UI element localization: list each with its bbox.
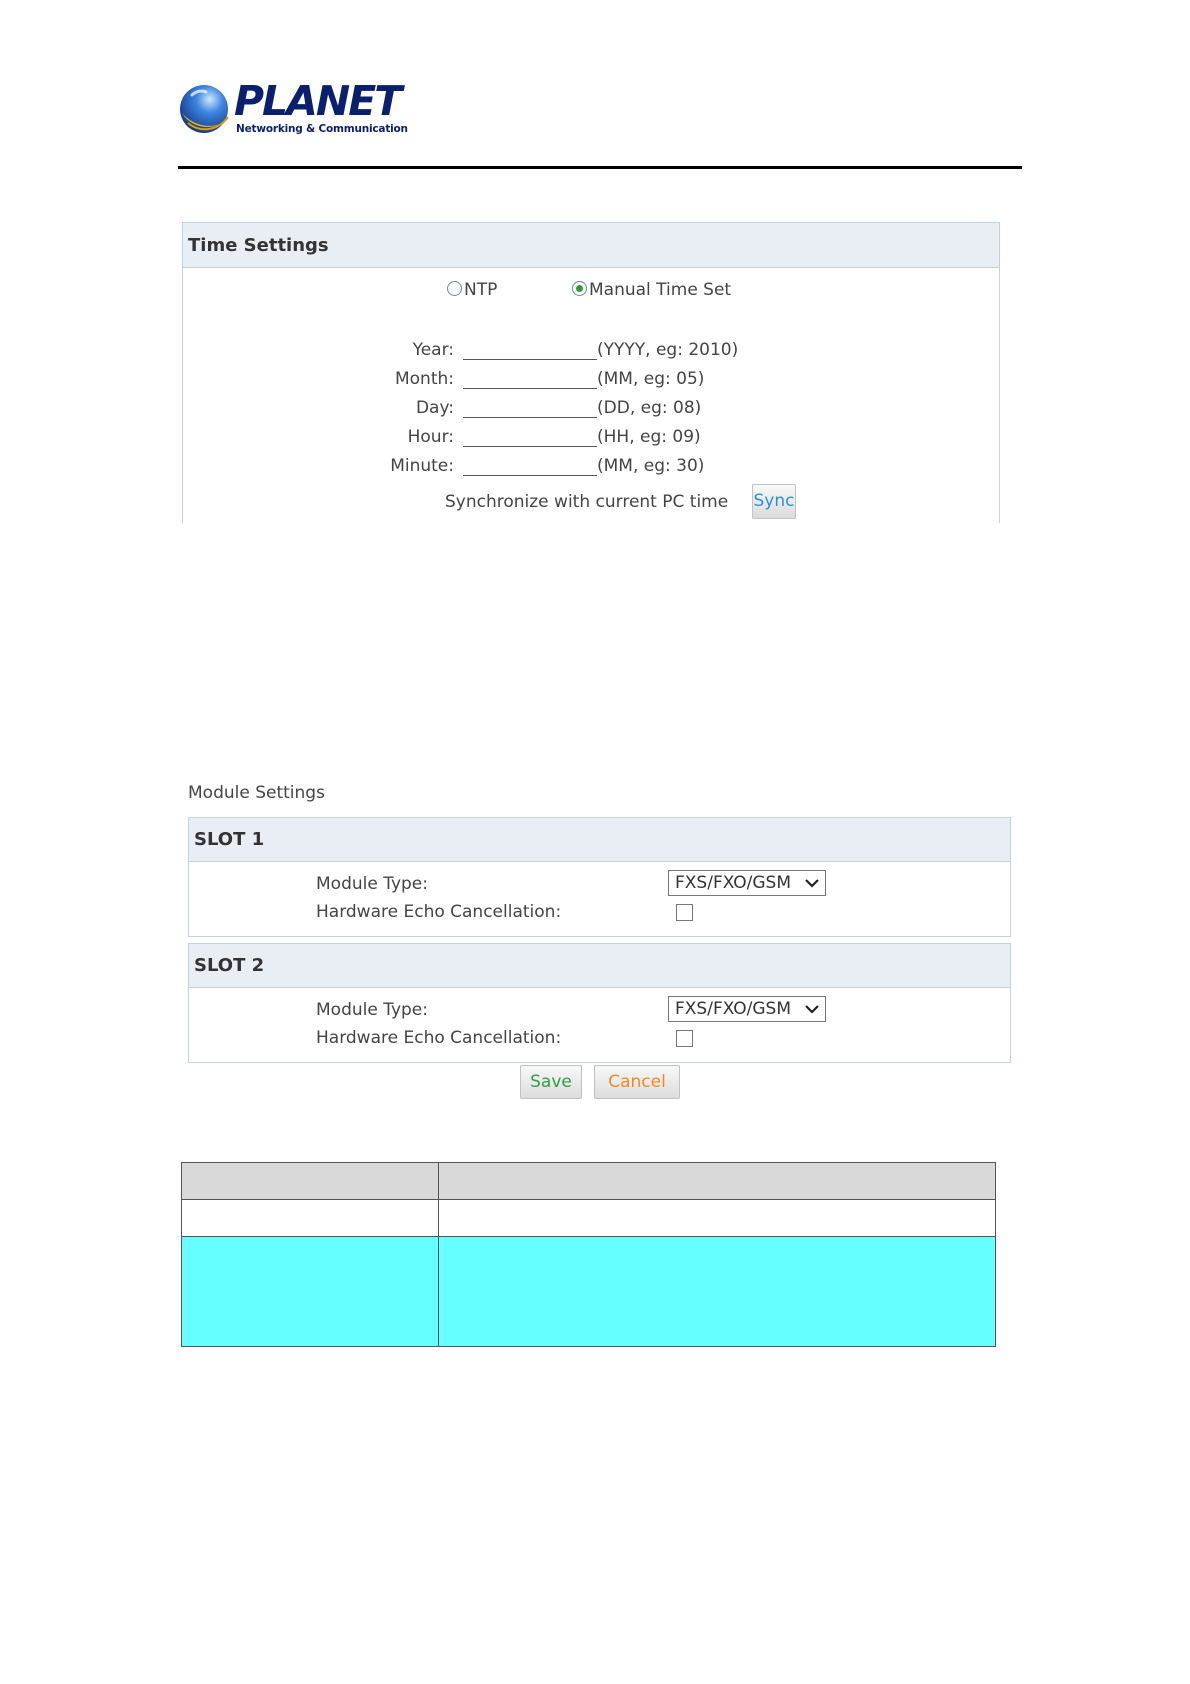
- header-divider: [178, 166, 1022, 169]
- table-cell: [439, 1200, 996, 1237]
- table-header-cell: [439, 1163, 996, 1200]
- day-hint: (DD, eg: 08): [597, 398, 702, 418]
- manual-time-label: Manual Time Set: [589, 280, 732, 300]
- slot-2-title: SLOT 2: [189, 944, 1010, 988]
- cancel-button[interactable]: Cancel: [594, 1065, 680, 1099]
- slot-1-module-type-label: Module Type:: [316, 874, 428, 894]
- hour-label: Hour:: [407, 427, 454, 447]
- save-button[interactable]: Save: [520, 1065, 582, 1099]
- slot-2-module-type-value: FXS/FXO/GSM: [675, 999, 792, 1019]
- table-header-cell: [182, 1163, 439, 1200]
- minute-hint: (MM, eg: 30): [597, 456, 705, 476]
- slot-1-module-type-select[interactable]: [668, 870, 826, 896]
- sync-button[interactable]: Sync: [752, 484, 796, 519]
- globe-icon: [178, 83, 230, 135]
- slot-2-module-type-label: Module Type:: [316, 1000, 428, 1020]
- table-cell: [439, 1237, 996, 1347]
- chevron-down-icon: [805, 1003, 819, 1015]
- slot-2-module-type-select[interactable]: [668, 996, 826, 1022]
- table-cell: [182, 1200, 439, 1237]
- year-label: Year:: [412, 340, 454, 360]
- logo-wordmark: PLANET: [234, 77, 401, 125]
- sync-label: Synchronize with current PC time: [445, 492, 729, 512]
- module-settings-title: Module Settings: [188, 783, 325, 803]
- manual-time-radio[interactable]: [572, 281, 587, 296]
- table-row-highlighted: [182, 1237, 996, 1347]
- chevron-down-icon: [805, 877, 819, 889]
- day-input[interactable]: [463, 417, 597, 418]
- slot-1-echo-checkbox[interactable]: [676, 904, 693, 921]
- time-settings-panel: [182, 222, 1000, 523]
- slot-1-echo-label: Hardware Echo Cancellation:: [316, 902, 562, 922]
- ntp-radio[interactable]: [447, 281, 462, 296]
- year-input[interactable]: [463, 359, 597, 360]
- hour-hint: (HH, eg: 09): [597, 427, 701, 447]
- slot-2-panel: [188, 943, 1011, 1063]
- month-label: Month:: [394, 369, 454, 389]
- minute-input[interactable]: [463, 475, 597, 476]
- ntp-label: NTP: [464, 280, 498, 300]
- table-cell: [182, 1237, 439, 1347]
- table-header-row: [182, 1163, 996, 1200]
- description-table: [181, 1162, 996, 1347]
- hour-input[interactable]: [463, 446, 597, 447]
- slot-2-echo-label: Hardware Echo Cancellation:: [316, 1028, 562, 1048]
- year-hint: (YYYY, eg: 2010): [597, 340, 739, 360]
- slot-2-echo-checkbox[interactable]: [676, 1030, 693, 1047]
- slot-1-panel: [188, 817, 1011, 937]
- minute-label: Minute:: [390, 456, 454, 476]
- slot-1-module-type-value: FXS/FXO/GSM: [675, 873, 792, 893]
- time-settings-title: Time Settings: [183, 223, 999, 268]
- ntp-option[interactable]: [447, 280, 517, 302]
- planet-logo: [178, 77, 408, 140]
- manual-time-option[interactable]: [572, 280, 747, 302]
- month-hint: (MM, eg: 05): [597, 369, 705, 389]
- logo-tagline: Networking & Communication: [236, 123, 408, 135]
- table-row: [182, 1200, 996, 1237]
- day-label: Day:: [415, 398, 454, 418]
- month-input[interactable]: [463, 388, 597, 389]
- slot-1-title: SLOT 1: [189, 818, 1010, 862]
